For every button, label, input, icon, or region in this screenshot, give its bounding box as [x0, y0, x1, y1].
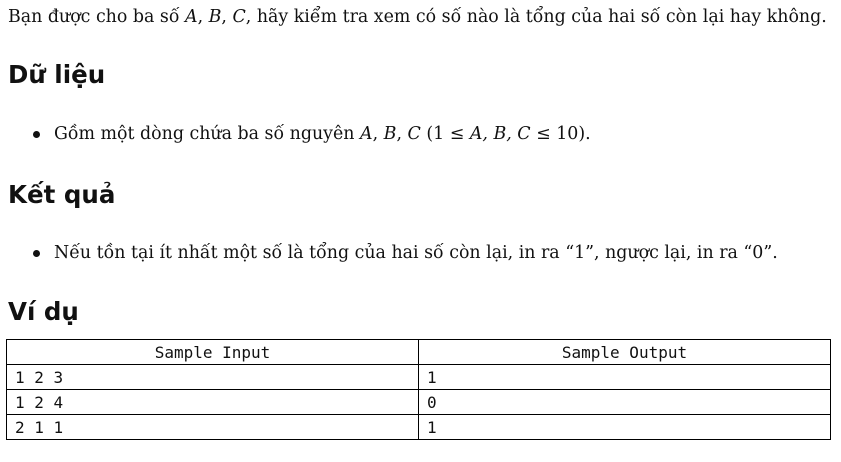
input-text-before: Gồm một dòng chứa ba số nguyên [54, 124, 361, 144]
sample-output-cell: 1 [419, 365, 831, 390]
sample-table-header-row [7, 340, 831, 365]
variable-a: A [185, 7, 198, 27]
separator: , [197, 7, 209, 27]
sample-table [6, 339, 831, 440]
bullet-icon [33, 131, 40, 138]
table-row [7, 365, 831, 390]
sample-input-cell: 2 1 1 [7, 415, 419, 440]
sample-output-cell: 1 [419, 415, 831, 440]
constraint-variables: A, B, C [469, 124, 531, 144]
sample-input-cell: 1 2 3 [7, 365, 419, 390]
variable-c: C [407, 124, 421, 144]
output-description-item [32, 241, 778, 265]
sample-input-header: Sample Input [7, 340, 419, 365]
separator: , [372, 124, 384, 144]
separator: , [396, 124, 408, 144]
output-section-heading: Kết quả [8, 180, 116, 209]
statement-text-after: , hãy kiểm tra xem có số nào là tổng của hai số còn lại hay không. [245, 7, 827, 27]
sample-output-cell: 0 [419, 390, 831, 415]
output-description-text: Nếu tồn tại ít nhất một số là tổng của hai số còn lại, in ra “1”, ngược lại, in ra “0”. [54, 243, 778, 263]
variable-a: A [360, 124, 373, 144]
variable-b: B [208, 7, 222, 27]
input-description-text [54, 124, 591, 144]
input-description-item [32, 122, 591, 146]
statement-text-before: Bạn được cho ba số [8, 7, 186, 27]
bullet-icon [33, 250, 40, 257]
separator: , [221, 7, 233, 27]
example-section-heading: Ví dụ [8, 297, 79, 326]
problem-statement [8, 5, 836, 29]
sample-input-cell: 1 2 4 [7, 390, 419, 415]
table-row [7, 415, 831, 440]
constraint-open: (1 ≤ [420, 124, 470, 144]
input-section-heading: Dữ liệu [8, 60, 106, 89]
variable-b: B [383, 124, 397, 144]
table-row [7, 390, 831, 415]
variable-c: C [232, 7, 246, 27]
sample-output-header: Sample Output [419, 340, 831, 365]
constraint-close: ≤ 10). [530, 124, 591, 144]
